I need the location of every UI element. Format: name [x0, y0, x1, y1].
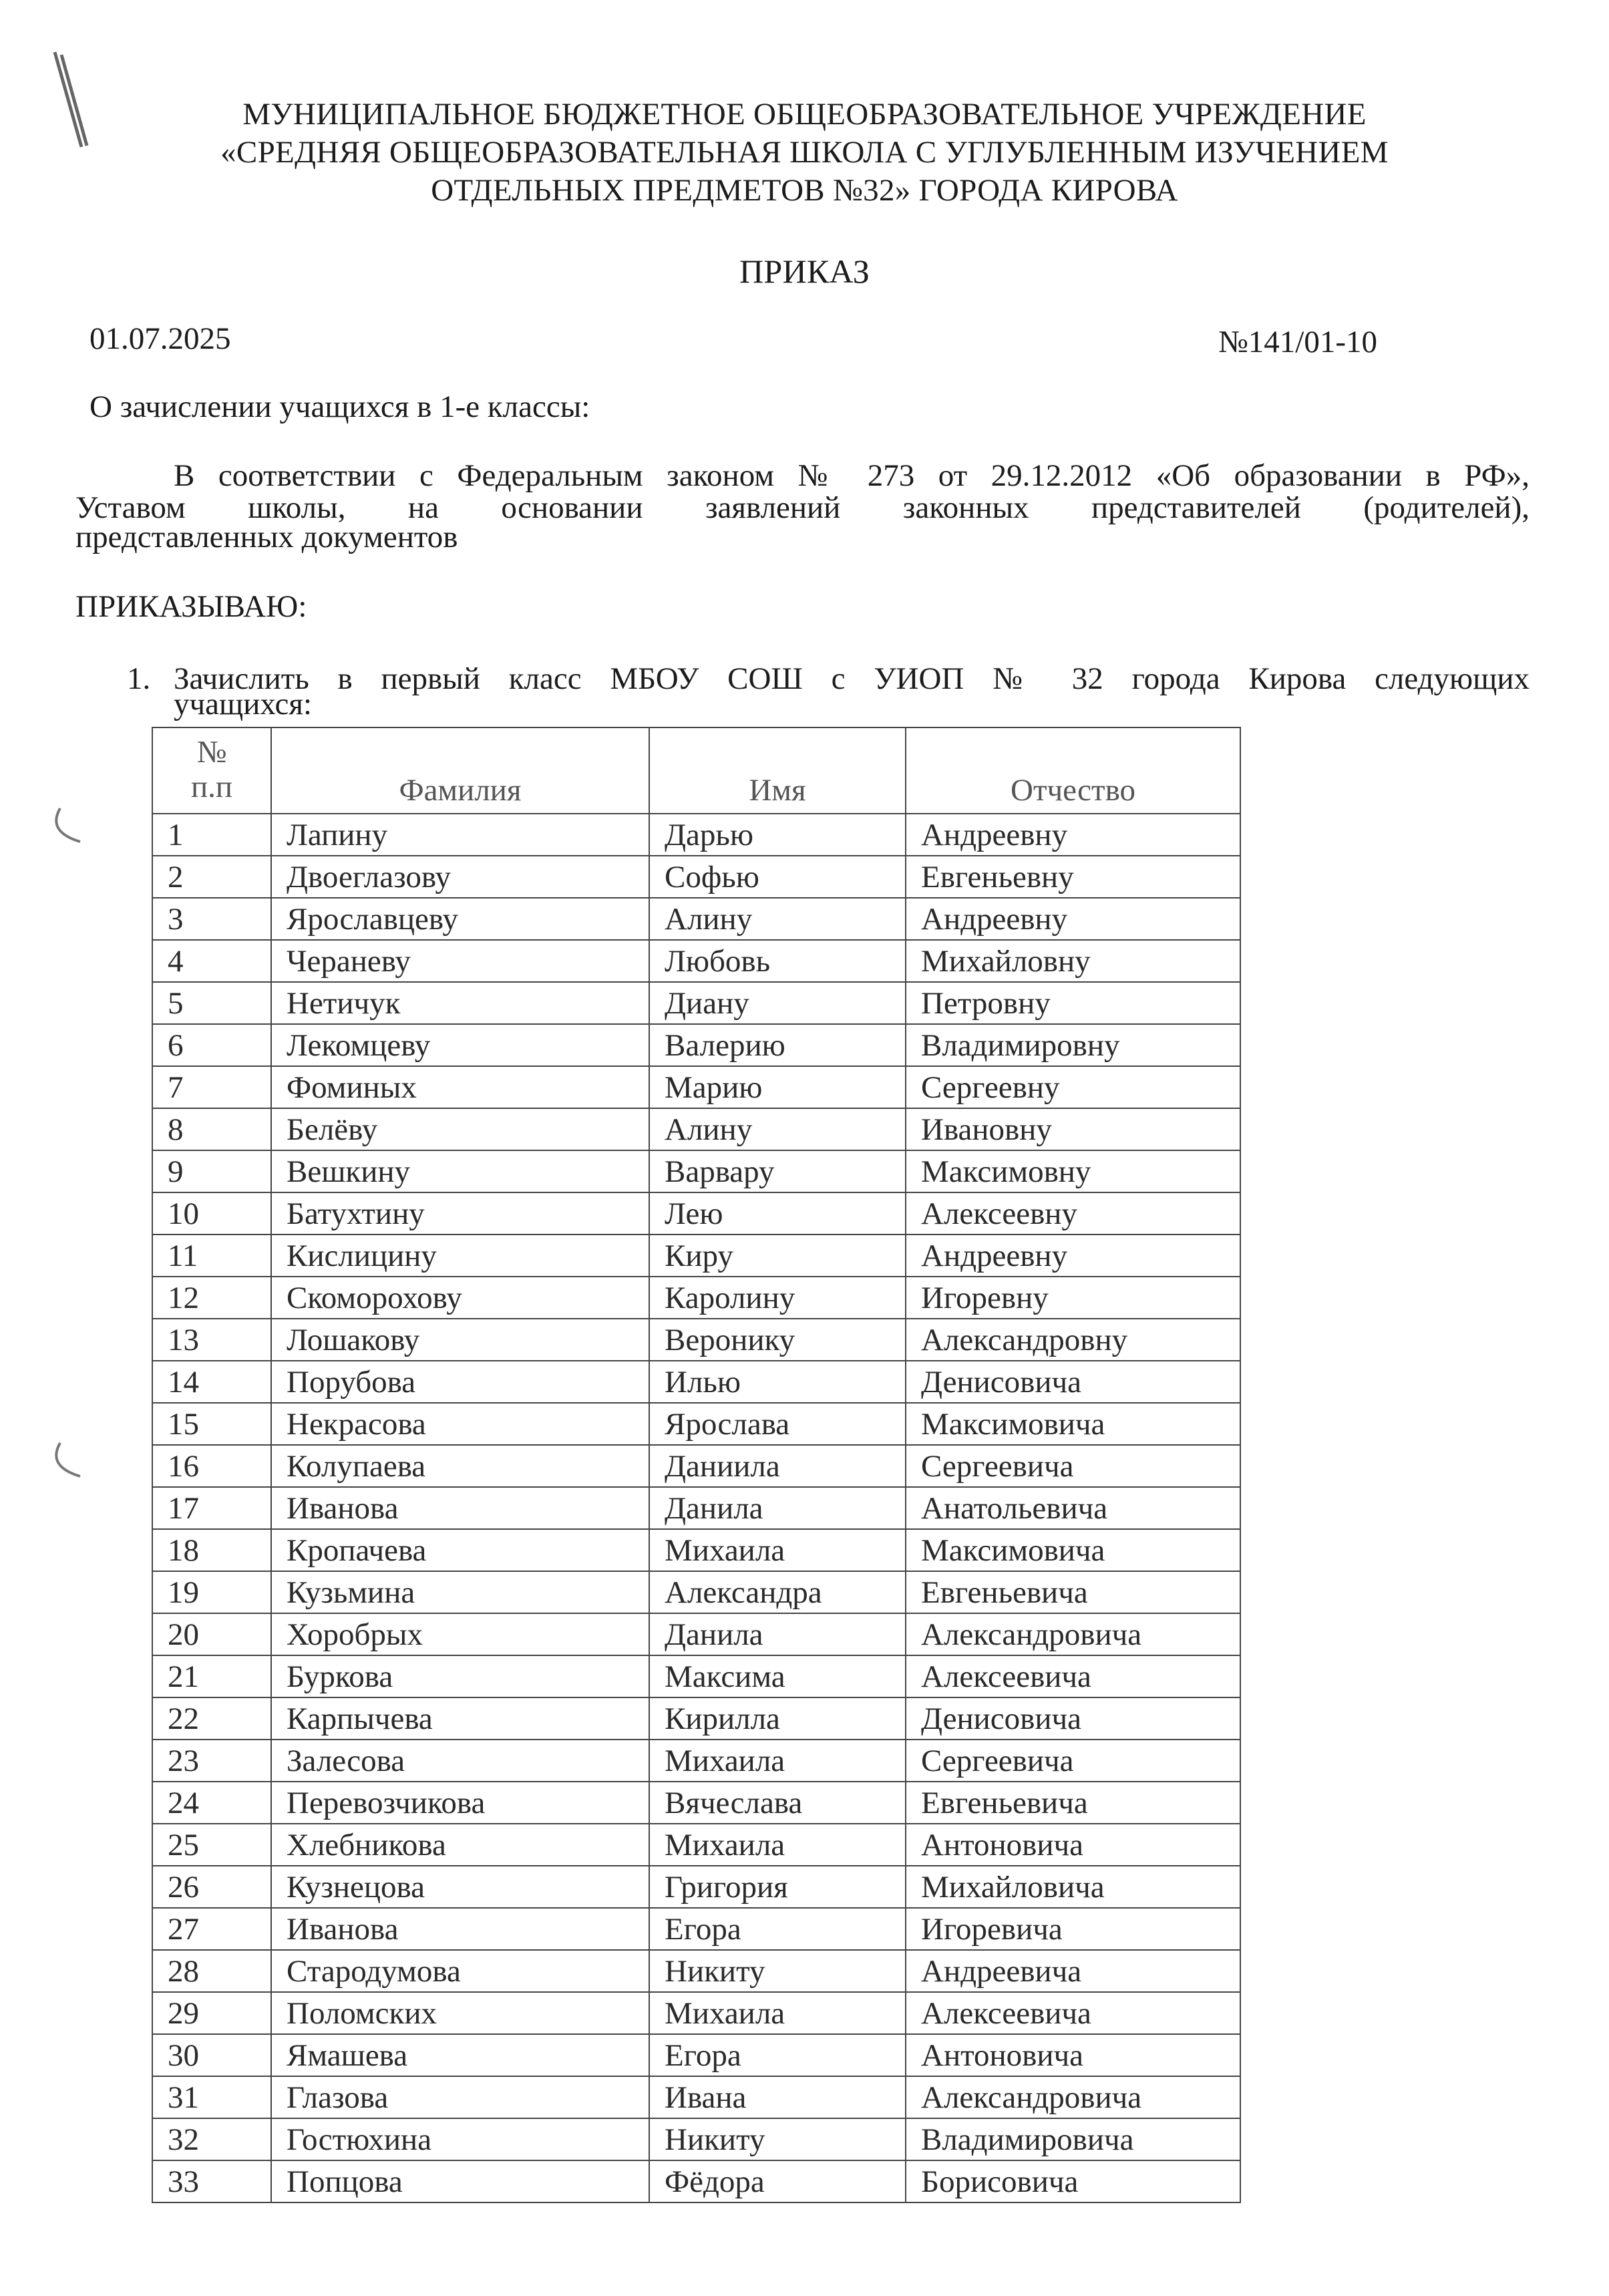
surname-cell: Иванова [271, 1487, 649, 1529]
row-number: 24 [152, 1782, 271, 1824]
surname-cell: Попцова [271, 2160, 649, 2202]
patronymic-cell: Денисовича [906, 1361, 1240, 1403]
surname-cell: Чераневу [271, 940, 649, 982]
name-cell: Кирилла [649, 1697, 906, 1740]
table-row [152, 1655, 1240, 1697]
row-number: 33 [152, 2160, 271, 2202]
patronymic-cell: Александровну [906, 1319, 1240, 1361]
column-header-patronymic: Отчество [906, 727, 1240, 814]
patronymic-cell: Максимовича [906, 1403, 1240, 1445]
name-cell: Григория [649, 1866, 906, 1908]
name-cell: Ярослава [649, 1403, 906, 1445]
name-cell: Михаила [649, 1740, 906, 1782]
surname-cell: Скоморохову [271, 1277, 649, 1319]
surname-cell: Ярославцеву [271, 898, 649, 940]
column-header-number-line2: п.п [190, 769, 233, 804]
row-number: 12 [152, 1277, 271, 1319]
surname-cell: Хоробрых [271, 1613, 649, 1655]
patronymic-cell: Михайловну [906, 940, 1240, 982]
patronymic-cell: Максимовича [906, 1529, 1240, 1571]
table-row [152, 1613, 1240, 1655]
item-text-line1: Зачислить в первый класс МБОУ СОШ с УИОП № 32 города Кирова следующих [174, 661, 1530, 696]
patronymic-cell: Денисовича [906, 1697, 1240, 1740]
table-row [152, 1024, 1240, 1066]
patronymic-cell: Андреевну [906, 814, 1240, 856]
row-number: 23 [152, 1740, 271, 1782]
surname-cell: Карпычева [271, 1697, 649, 1740]
name-cell: Дарью [649, 814, 906, 856]
row-number: 6 [152, 1024, 271, 1066]
name-cell: Егора [649, 2034, 906, 2076]
table-row [152, 2118, 1240, 2160]
surname-cell: Гостюхина [271, 2118, 649, 2160]
order-subject: О зачислении учащихся в 1-е классы: [90, 389, 590, 424]
column-header-name: Имя [649, 727, 906, 814]
surname-cell: Кислицину [271, 1235, 649, 1277]
item-text-line2: учащихся: [174, 687, 313, 721]
row-number: 20 [152, 1613, 271, 1655]
name-cell: Каролину [649, 1277, 906, 1319]
table-row [152, 1529, 1240, 1571]
row-number: 17 [152, 1487, 271, 1529]
surname-cell: Кропачева [271, 1529, 649, 1571]
row-number: 25 [152, 1824, 271, 1866]
surname-cell: Буркова [271, 1655, 649, 1697]
table-row [152, 1108, 1240, 1150]
patronymic-cell: Александровича [906, 1613, 1240, 1655]
table-row [152, 856, 1240, 898]
row-number: 27 [152, 1908, 271, 1950]
name-cell: Даниила [649, 1445, 906, 1487]
surname-cell: Колупаева [271, 1445, 649, 1487]
preamble-line2: Уставом школы, на основании заявлений законных представителей (родителей), [75, 490, 1530, 525]
table-row [152, 2160, 1240, 2202]
table-row [152, 1319, 1240, 1361]
order-date: 01.07.2025 [90, 321, 231, 356]
table-row [152, 1908, 1240, 1950]
patronymic-cell: Евгеньевича [906, 1782, 1240, 1824]
table-row [152, 1192, 1240, 1235]
row-number: 26 [152, 1866, 271, 1908]
punch-hole-mark-upper [40, 795, 100, 855]
surname-cell: Лошакову [271, 1319, 649, 1361]
order-word: ПРИКАЗЫВАЮ: [75, 589, 307, 624]
punch-hole-mark-lower [40, 1430, 100, 1490]
surname-cell: Вешкину [271, 1150, 649, 1192]
table-row [152, 1066, 1240, 1108]
name-cell: Никиту [649, 1950, 906, 1992]
patronymic-cell: Андреевича [906, 1950, 1240, 1992]
row-number: 14 [152, 1361, 271, 1403]
patronymic-cell: Евгеньевну [906, 856, 1240, 898]
row-number: 30 [152, 2034, 271, 2076]
surname-cell: Лекомцеву [271, 1024, 649, 1066]
surname-cell: Фоминых [271, 1066, 649, 1108]
order-number: №141/01-10 [1218, 325, 1377, 359]
table-row [152, 1403, 1240, 1445]
row-number: 22 [152, 1697, 271, 1740]
surname-cell: Глазова [271, 2076, 649, 2118]
row-number: 29 [152, 1992, 271, 2034]
surname-cell: Иванова [271, 1908, 649, 1950]
surname-cell: Кузьмина [271, 1571, 649, 1613]
name-cell: Михаила [649, 1824, 906, 1866]
surname-cell: Поломских [271, 1992, 649, 2034]
table-row [152, 1235, 1240, 1277]
patronymic-cell: Петровну [906, 982, 1240, 1024]
surname-cell: Стародумова [271, 1950, 649, 1992]
name-cell: Максима [649, 1655, 906, 1697]
name-cell: Егора [649, 1908, 906, 1950]
table-row [152, 898, 1240, 940]
row-number: 2 [152, 856, 271, 898]
preamble-line1: В соответствии с Федеральным законом № 273 от 29.12.2012 «Об образовании в РФ», [174, 458, 1530, 493]
surname-cell: Ямашева [271, 2034, 649, 2076]
patronymic-cell: Андреевну [906, 1235, 1240, 1277]
patronymic-cell: Ивановну [906, 1108, 1240, 1150]
row-number: 31 [152, 2076, 271, 2118]
patronymic-cell: Евгеньевича [906, 1571, 1240, 1613]
name-cell: Данила [649, 1613, 906, 1655]
name-cell: Алину [649, 1108, 906, 1150]
table-row [152, 982, 1240, 1024]
name-cell: Фёдора [649, 2160, 906, 2202]
surname-cell: Некрасова [271, 1403, 649, 1445]
surname-cell: Хлебникова [271, 1824, 649, 1866]
patronymic-cell: Максимовну [906, 1150, 1240, 1192]
table-row [152, 1361, 1240, 1403]
patronymic-cell: Игоревну [906, 1277, 1240, 1319]
patronymic-cell: Антоновича [906, 2034, 1240, 2076]
table-row [152, 940, 1240, 982]
name-cell: Марию [649, 1066, 906, 1108]
row-number: 11 [152, 1235, 271, 1277]
patronymic-cell: Алексеевича [906, 1655, 1240, 1697]
org-name-line2: «СРЕДНЯЯ ОБЩЕОБРАЗОВАТЕЛЬНАЯ ШКОЛА С УГЛУБЛЕННЫМ ИЗУЧЕНИЕМ [220, 135, 1389, 170]
table-row [152, 1992, 1240, 2034]
patronymic-cell: Александровича [906, 2076, 1240, 2118]
name-cell: Михаила [649, 1992, 906, 2034]
table-row [152, 1571, 1240, 1613]
name-cell: Михаила [649, 1529, 906, 1571]
column-header-surname: Фамилия [271, 727, 649, 814]
document-type-title: ПРИКАЗ [739, 253, 870, 290]
row-number: 15 [152, 1403, 271, 1445]
surname-cell: Залесова [271, 1740, 649, 1782]
name-cell: Никиту [649, 2118, 906, 2160]
row-number: 8 [152, 1108, 271, 1150]
table-row [152, 1150, 1240, 1192]
name-cell: Диану [649, 982, 906, 1024]
surname-cell: Порубова [271, 1361, 649, 1403]
patronymic-cell: Сергеевну [906, 1066, 1240, 1108]
row-number: 18 [152, 1529, 271, 1571]
name-cell: Вячеслава [649, 1782, 906, 1824]
patronymic-cell: Андреевну [906, 898, 1240, 940]
surname-cell: Перевозчикова [271, 1782, 649, 1824]
row-number: 5 [152, 982, 271, 1024]
patronymic-cell: Антоновича [906, 1824, 1240, 1866]
name-cell: Ивана [649, 2076, 906, 2118]
row-number: 32 [152, 2118, 271, 2160]
table-row [152, 1782, 1240, 1824]
column-header-number [152, 727, 271, 814]
surname-cell: Нетичук [271, 982, 649, 1024]
table-row [152, 1866, 1240, 1908]
row-number: 4 [152, 940, 271, 982]
org-name-line3: ОТДЕЛЬНЫХ ПРЕДМЕТОВ №32» ГОРОДА КИРОВА [431, 173, 1178, 208]
row-number: 10 [152, 1192, 271, 1235]
name-cell: Илью [649, 1361, 906, 1403]
patronymic-cell: Сергеевича [906, 1740, 1240, 1782]
table-row [152, 814, 1240, 856]
table-row [152, 1697, 1240, 1740]
patronymic-cell: Сергеевича [906, 1445, 1240, 1487]
column-header-number-line1: № [196, 734, 227, 770]
patronymic-cell: Анатольевича [906, 1487, 1240, 1529]
row-number: 9 [152, 1150, 271, 1192]
name-cell: Алину [649, 898, 906, 940]
patronymic-cell: Алексеевну [906, 1192, 1240, 1235]
table-row [152, 1824, 1240, 1866]
surname-cell: Двоеглазову [271, 856, 649, 898]
students-table [152, 727, 1241, 2203]
surname-cell: Белёву [271, 1108, 649, 1150]
item-number: 1. [127, 661, 151, 696]
name-cell: Лею [649, 1192, 906, 1235]
row-number: 21 [152, 1655, 271, 1697]
table-row [152, 1740, 1240, 1782]
table-row [152, 1950, 1240, 1992]
table-row [152, 2034, 1240, 2076]
table-row [152, 1277, 1240, 1319]
name-cell: Софью [649, 856, 906, 898]
name-cell: Данила [649, 1487, 906, 1529]
row-number: 28 [152, 1950, 271, 1992]
patronymic-cell: Михайловича [906, 1866, 1240, 1908]
table-row [152, 1445, 1240, 1487]
table-row [152, 2076, 1240, 2118]
patronymic-cell: Владимировну [906, 1024, 1240, 1066]
row-number: 19 [152, 1571, 271, 1613]
row-number: 7 [152, 1066, 271, 1108]
row-number: 3 [152, 898, 271, 940]
row-number: 13 [152, 1319, 271, 1361]
patronymic-cell: Алексеевича [906, 1992, 1240, 2034]
row-number: 1 [152, 814, 271, 856]
name-cell: Любовь [649, 940, 906, 982]
name-cell: Киру [649, 1235, 906, 1277]
name-cell: Веронику [649, 1319, 906, 1361]
patronymic-cell: Владимировича [906, 2118, 1240, 2160]
name-cell: Александра [649, 1571, 906, 1613]
name-cell: Варвару [649, 1150, 906, 1192]
table-row [152, 1487, 1240, 1529]
patronymic-cell: Игоревича [906, 1908, 1240, 1950]
row-number: 16 [152, 1445, 271, 1487]
patronymic-cell: Борисовича [906, 2160, 1240, 2202]
org-name-line1: МУНИЦИПАЛЬНОЕ БЮДЖЕТНОЕ ОБЩЕОБРАЗОВАТЕЛЬНОЕ УЧРЕЖДЕНИЕ [242, 97, 1367, 132]
preamble-line3: представленных документов [75, 520, 458, 554]
surname-cell: Кузнецова [271, 1866, 649, 1908]
table-header-row [152, 727, 1240, 814]
surname-cell: Лапину [271, 814, 649, 856]
surname-cell: Батухтину [271, 1192, 649, 1235]
name-cell: Валерию [649, 1024, 906, 1066]
